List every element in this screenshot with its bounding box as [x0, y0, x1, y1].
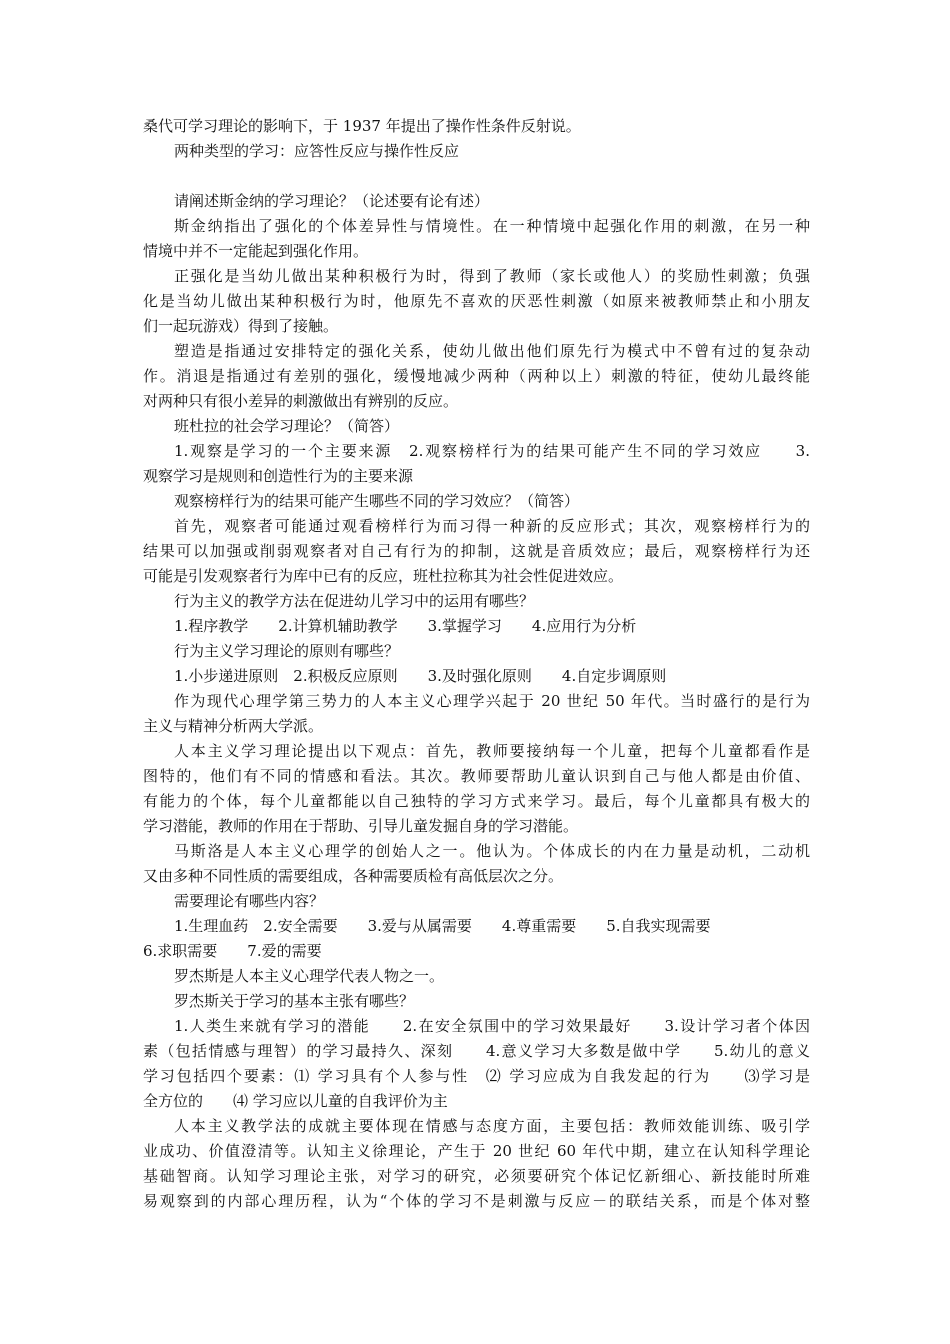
text-line: 1.人类生来就有学习的潜能 2.在安全氛围中的学习效果最好 3.设计学习者个体因: [174, 1017, 810, 1035]
text-line: 行为主义学习理论的原则有哪些？: [174, 642, 400, 660]
blank-line: [143, 164, 810, 189]
text-line: 1.程序教学 2.计算机辅助教学 3.掌握学习 4.应用行为分析: [174, 617, 637, 635]
text-line: 马斯洛是人本主义心理学的创始人之一。他认为。个体成长的内在力量是动机，二动机: [174, 842, 810, 860]
text-line: 对两种只有很小差异的刺激做出有辨别的反应。: [143, 392, 459, 410]
text-line: 基础智商。认知学习理论主张，对学习的研究，必须要研究个体记忆新细心、新技能时所难: [143, 1167, 810, 1185]
text-line: 素（包括情感与理智）的学习最持久、深刻 4.意义学习大多数是做中学 5.幼儿的意义: [143, 1042, 810, 1060]
text-line: 斯金纳指出了强化的个体差异性与情境性。在一种情境中起强化作用的刺激，在另一种: [174, 217, 810, 235]
text-line: 1.小步递进原则 2.积极反应原则 3.及时强化原则 4.自定步调原则: [174, 667, 667, 685]
text-line: 观察学习是规则和创造性行为的主要来源: [143, 467, 414, 485]
text-line: 桑代可学习理论的影响下，于 1937 年提出了操作性条件反射说。: [143, 117, 581, 135]
text-line: 化是当幼儿做出某种积极行为时，他原先不喜欢的厌恶性刺激（如原来被教师禁止和小朋友: [143, 292, 810, 310]
text-line: 情境中并不一定能起到强化作用。: [143, 242, 369, 260]
text-line: 作。消退是指通过有差别的强化，缓慢地减少两种（两种以上）刺激的特征，使幼儿最终能: [143, 367, 810, 385]
text-line: 人本主义教学法的成就主要体现在情感与态度方面，主要包括：教师效能训练、吸引学: [174, 1117, 810, 1135]
text-line: 班杜拉的社会学习理论？（简答）: [174, 417, 400, 435]
text-line: 1.观察是学习的一个主要来源 2.观察榜样行为的结果可能产生不同的学习效应 3.: [174, 442, 810, 460]
text-line: 首先，观察者可能通过观看榜样行为而习得一种新的反应形式；其次，观察榜样行为的: [174, 517, 810, 535]
text-line: 易观察到的内部心理历程，认为“个体的学习不是刺激与反应－的联结关系，而是个体对整: [143, 1192, 810, 1210]
text-line: 结果可以加强或削弱观察者对自己有行为的抑制，这就是音质效应；最后，观察榜样行为还: [143, 542, 810, 560]
text-line: 全方位的 ⑷ 学习应以儿童的自我评价为主: [143, 1092, 448, 1110]
text-line: 学习包括四个要素：⑴ 学习具有个人参与性 ⑵ 学习应成为自我发起的行为 ⑶学习是: [143, 1067, 810, 1085]
document-page: [143, 114, 810, 1214]
text-line: 罗杰斯是人本主义心理学代表人物之一。: [174, 967, 445, 985]
text-line: 观察榜样行为的结果可能产生哪些不同的学习效应？（简答）: [174, 492, 580, 510]
text-line: 业成功、价值澄清等。认知主义徐理论，产生于 20 世纪 60 年代中期，建立在认知科学理论: [143, 1142, 810, 1160]
text-line: 1.生理血药 2.安全需要 3.爱与从属需要 4.尊重需要 5.自我实现需要: [174, 917, 711, 935]
text-line: 6.求职需要 7.爱的需要: [143, 942, 322, 960]
text-line: 正强化是当幼儿做出某种积极行为时，得到了教师（家长或他人）的奖励性刺激；负强: [174, 267, 810, 285]
text-line: 有能力的个体，每个儿童都能以自己独特的学习方式来学习。最后，每个儿童都具有极大的: [143, 792, 810, 810]
text-line: 行为主义的教学方法在促进幼儿学习中的运用有哪些？: [174, 592, 535, 610]
text-line: 又由多种不同性质的需要组成，各种需要质检有高低层次之分。: [143, 867, 564, 885]
text-line: 人本主义学习理论提出以下观点：首先，教师要接纳每一个儿童，把每个儿童都看作是: [174, 742, 810, 760]
text-line: 罗杰斯关于学习的基本主张有哪些？: [174, 992, 415, 1010]
text-line: 们一起玩游戏）得到了接触。: [143, 317, 339, 335]
text-line: 需要理论有哪些内容？: [174, 892, 325, 910]
text-line: 塑造是指通过安排特定的强化关系，使幼儿做出他们原先行为模式中不曾有过的复杂动: [174, 342, 810, 360]
text-line: 图特的，他们有不同的情感和看法。其次。教师要帮助儿童认识到自己与他人都是由价值、: [143, 767, 810, 785]
text-line: 作为现代心理学第三势力的人本主义心理学兴起于 20 世纪 50 年代。当时盛行的是行为: [174, 692, 810, 710]
text-line: 学习潜能，教师的作用在于帮助、引导儿童发掘自身的学习潜能。: [143, 817, 579, 835]
text-line: 请阐述斯金纳的学习理论？（论述要有论有述）: [174, 192, 490, 210]
text-line: 可能是引发观察者行为库中已有的反应，班杜拉称其为社会性促进效应。: [143, 567, 624, 585]
text-line: 主义与精神分析两大学派。: [143, 717, 324, 735]
text-line: 两种类型的学习：应答性反应与操作性反应: [174, 142, 460, 160]
